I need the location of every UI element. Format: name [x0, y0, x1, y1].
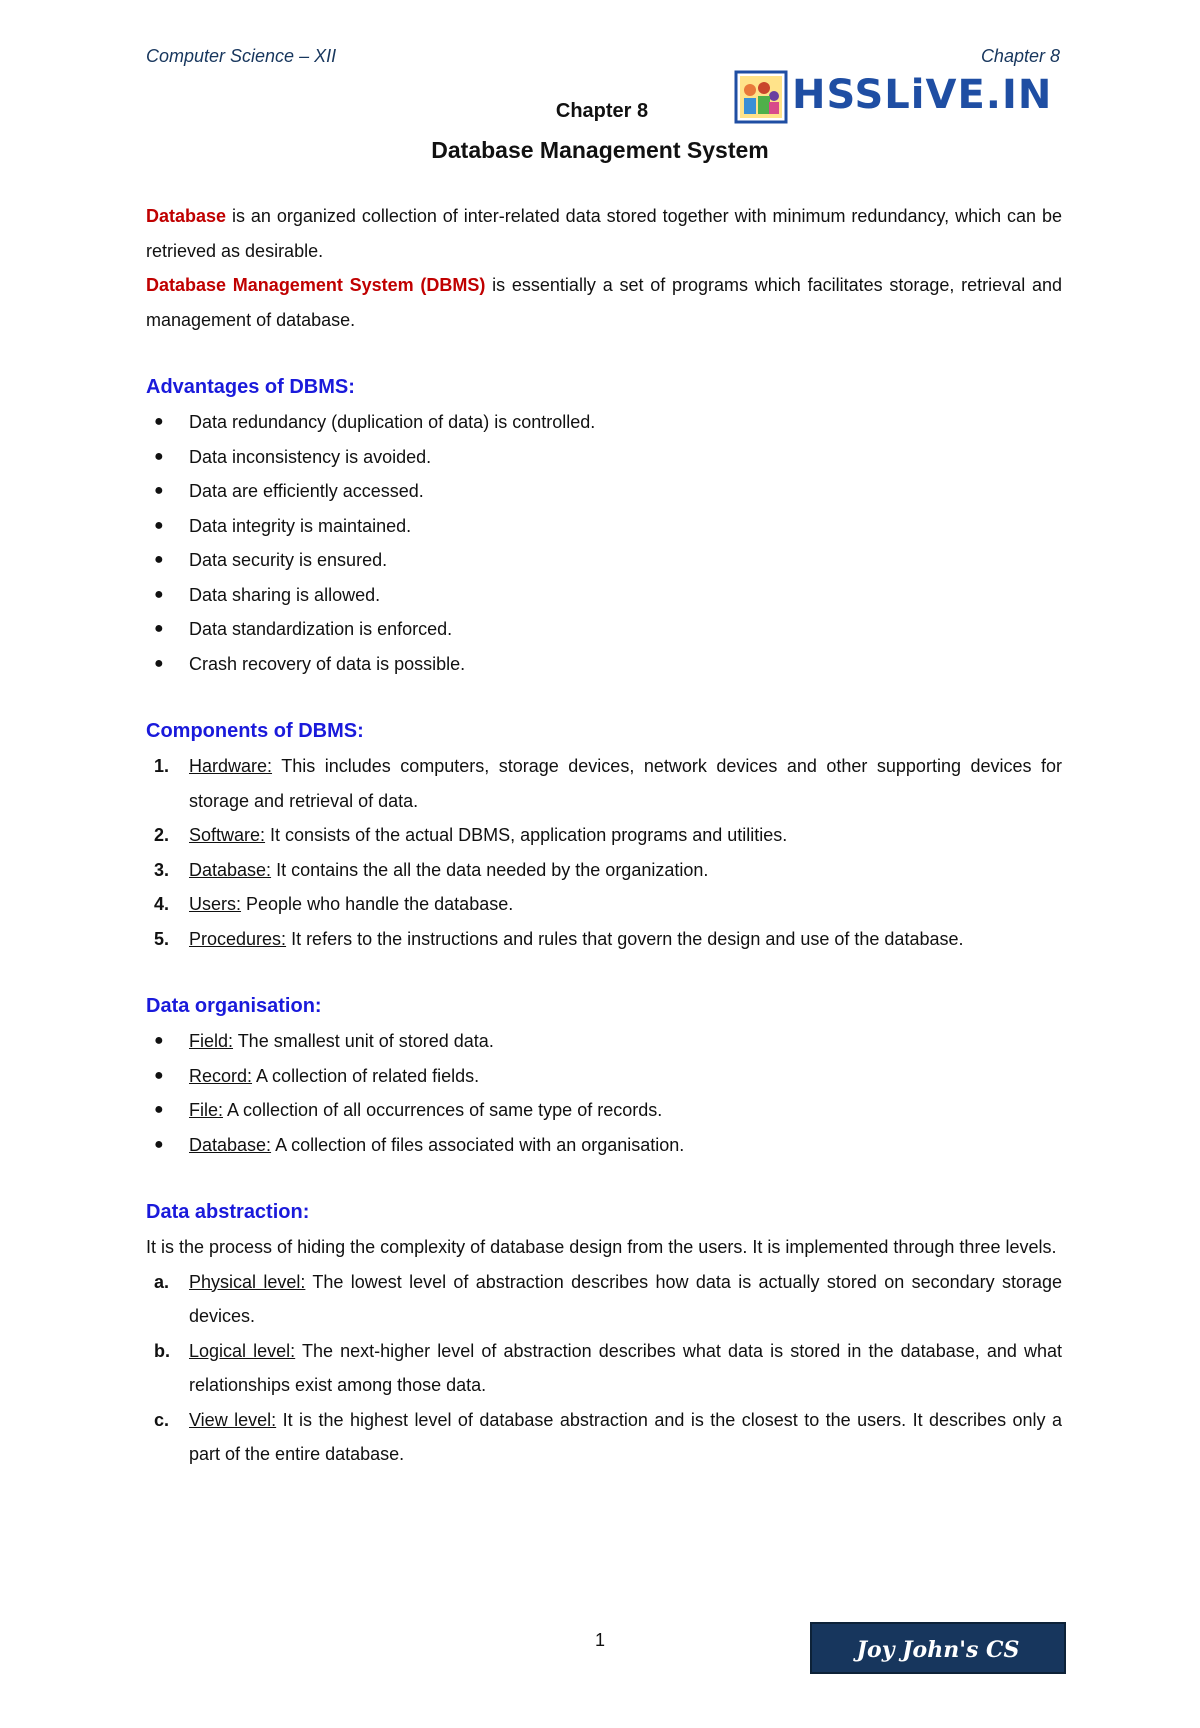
bullet-icon: ●: [154, 654, 164, 672]
bullet-icon: ●: [154, 1135, 164, 1153]
list-item: ● Data inconsistency is avoided.: [146, 440, 1062, 475]
dbms-term: Database Management System (DBMS): [146, 275, 486, 295]
document-title: Database Management System: [431, 137, 769, 163]
bullet-icon: ●: [154, 585, 164, 603]
list-item: ● Data redundancy (duplication of data) is controlled.: [146, 405, 1062, 440]
page-number: 1: [594, 1630, 605, 1650]
advantages-list: [146, 405, 1062, 681]
database-definition: [146, 199, 1062, 268]
list-item: ● Data security is ensured.: [146, 543, 1062, 578]
database-definition-text: is an organized collection of inter-related data stored together with minimum redundancy, which can be retrieved as desirable.: [146, 206, 1062, 261]
abstraction-intro: It is the process of hiding the complexity of database design from the users. It is implemented through three levels.: [146, 1237, 1057, 1257]
bullet-icon: ●: [154, 1066, 164, 1084]
list-item: 3. Database: It contains the all the data needed by the organization.: [154, 859, 709, 880]
logo-text: HSSLiVE.IN: [792, 72, 1053, 118]
chapter-title: Chapter 8: [555, 100, 649, 122]
list-item: ● Data integrity is maintained.: [146, 509, 1062, 544]
dbms-definition-text: is essentially a set of programs which facilitates storage, retrieval and management of database.: [146, 275, 1062, 330]
list-item: ● Field: The smallest unit of stored data.: [146, 1024, 1062, 1059]
bullet-icon: ●: [154, 551, 164, 568]
header-chapter: Chapter 8: [980, 46, 1060, 66]
list-item: 4. Users: People who handle the database.: [154, 894, 514, 914]
organisation-list: [146, 1024, 1062, 1162]
list-item: a. Physical level: The lowest level of abstraction describes how data is actually stored on secondary storage devices.: [154, 1271, 1063, 1326]
list-item: 1. Hardware: This includes computers, storage devices, network devices and other supporting devices for storage and retrieval of data.: [154, 756, 1062, 811]
bullet-icon: ●: [154, 482, 164, 499]
bullet-icon: ●: [154, 413, 164, 430]
bullet-icon: ●: [154, 1032, 164, 1049]
author-badge: Joy John's CS capsules: [810, 1622, 1066, 1674]
database-term: Database: [146, 206, 227, 226]
document-body: [146, 199, 1062, 1472]
list-item: b. Logical level: The next-higher level of abstraction describes what data is stored in the database, and what relationships exist among those data.: [154, 1340, 1063, 1395]
components-list: [146, 749, 1062, 956]
bullet-icon: ●: [154, 447, 164, 465]
list-item: c. View level: It is the highest level of database abstraction and is the closest to the users. It describes only a part of the entire database.: [154, 1409, 1062, 1464]
list-item: 5. Procedures: It refers to the instructions and rules that govern the design and use of the database.: [154, 928, 964, 949]
list-item: ● Data sharing is allowed.: [146, 578, 1062, 613]
organisation-heading: Data organisation:: [146, 995, 322, 1017]
bullet-icon: ●: [154, 620, 164, 637]
header-subject: Computer Science – XII: [146, 46, 337, 66]
abstraction-heading: Data abstraction:: [146, 1201, 310, 1223]
abstraction-levels-list: [146, 1265, 1062, 1472]
list-item: ● File: A collection of all occurrences of same type of records.: [146, 1093, 1062, 1128]
list-item: ● Data standardization is enforced.: [146, 612, 1062, 647]
list-item: ● Database: A collection of files associated with an organisation.: [146, 1128, 1062, 1163]
dbms-definition: [146, 268, 1062, 337]
list-item: 2. Software: It consists of the actual DBMS, application programs and utilities.: [154, 825, 788, 845]
components-heading: Components of DBMS:: [146, 720, 364, 742]
bullet-icon: ●: [154, 1101, 164, 1118]
list-item: ● Record: A collection of related fields.: [146, 1059, 1062, 1094]
list-item: ● Data are efficiently accessed.: [146, 474, 1062, 509]
advantages-heading: Advantages of DBMS:: [146, 376, 355, 398]
list-item: ● Crash recovery of data is possible.: [146, 647, 1062, 682]
bullet-icon: ●: [154, 516, 164, 534]
